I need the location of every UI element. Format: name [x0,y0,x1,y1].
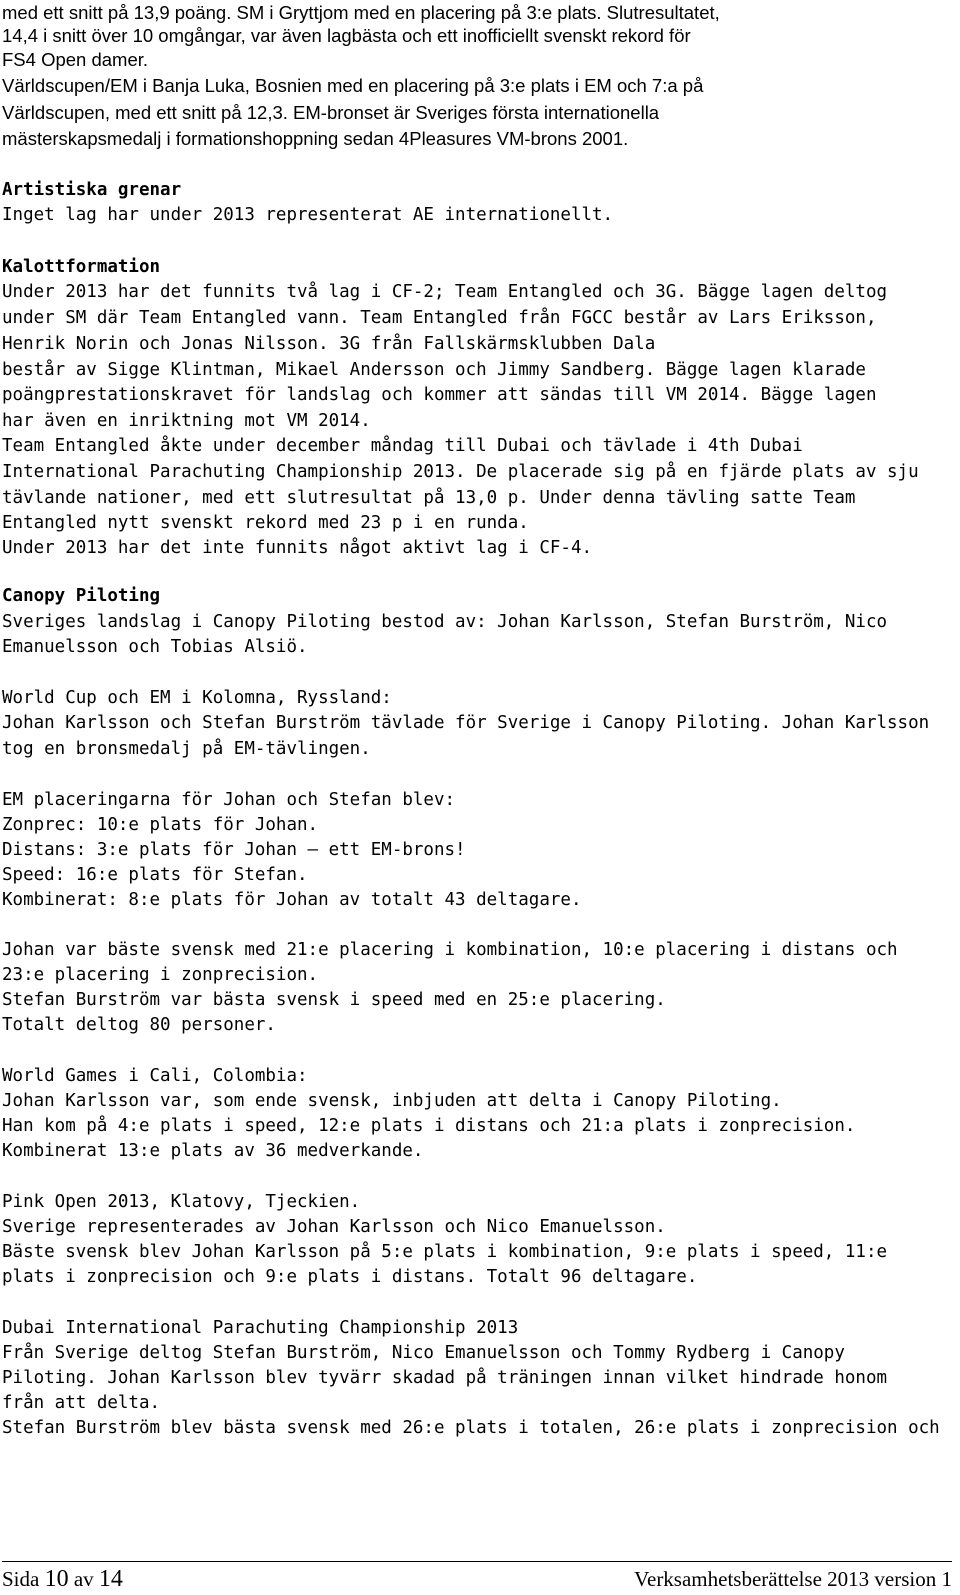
body-text-line: Emanuelsson och Tobias Alsiö. [2,637,308,657]
body-text-line: EM placeringarna för Johan och Stefan blev: [2,790,456,810]
body-text-line: 23:e placering i zonprecision. [2,965,319,985]
body-text-line: Zonprec: 10:e plats för Johan. [2,815,319,835]
body-text-line: Speed: 16:e plats för Stefan. [2,865,308,885]
body-text-line: World Games i Cali, Colombia: [2,1066,308,1086]
body-text-line: Johan Karlsson och Stefan Burström tävlade för Sverige i Canopy Piloting. Johan Karlsson [2,713,930,733]
body-text-line: Johan Karlsson var, som ende svensk, inbjuden att delta i Canopy Piloting. [2,1091,782,1111]
body-text-line: International Parachuting Championship 2013. De placerade sig på en fjärde plats av sju [2,462,919,482]
body-text-line: tävlande nationer, med ett slutresultat på 13,0 p. Under denna tävling satte Team [2,488,856,508]
body-text-line: Distans: 3:e plats för Johan – ett EM-brons! [2,840,466,860]
body-text-line: Henrik Norin och Jonas Nilsson. 3G från Fallskärmsklubben Dala [2,334,656,354]
body-text-line: med ett snitt på 13,9 poäng. SM i Gryttjom med en placering på 3:e plats. Slutresultatet, [2,2,720,23]
page-prefix: Sida [2,1567,45,1591]
body-text-line: från att delta. [2,1393,161,1413]
body-text-line: Från Sverige deltog Stefan Burström, Nico Emanuelsson och Tommy Rydberg i Canopy [2,1343,845,1363]
body-text-line: plats i zonprecision och 9:e plats i distans. Totalt 96 deltagare. [2,1267,698,1287]
body-text-line: Dubai International Parachuting Championship 2013 [2,1318,519,1338]
body-text-line: Sverige representerades av Johan Karlsson och Nico Emanuelsson. [2,1217,666,1237]
body-text-line: Kombinerat: 8:e plats för Johan av totalt 43 deltagare. [2,890,582,910]
body-text-line: poängprestationskravet för landslag och kommer att sändas till VM 2014. Bägge lagen [2,385,877,405]
page-current: 10 [44,1566,69,1592]
document-title: Verksamhetsberättelse 2013 version 1 [634,1567,952,1591]
footer-divider [2,1561,952,1562]
body-text-line: mästerskapsmedalj i formationshoppning sedan 4Pleasures VM-brons 2001. [2,128,629,149]
section-heading-artistiska: Artistiska grenar [2,180,182,200]
body-text-line: Entangled nytt svenskt rekord med 23 p i en runda. [2,513,529,533]
body-text-line: World Cup och EM i Kolomna, Ryssland: [2,688,392,708]
body-text-line: Sveriges landslag i Canopy Piloting bestod av: Johan Karlsson, Stefan Burström, Nico [2,612,888,632]
body-text-line: Världscupen, med ett snitt på 12,3. EM-bronset är Sveriges första internationella [2,102,660,123]
body-text-line: Han kom på 4:e plats i speed, 12:e plats i distans och 21:a plats i zonprecision. [2,1116,856,1136]
body-text-line: tog en bronsmedalj på EM-tävlingen. [2,739,371,759]
page-number [2,1566,123,1592]
body-text-line: Under 2013 har det funnits två lag i CF-2; Team Entangled och 3G. Bägge lagen deltog [2,282,888,302]
body-text-line: Stefan Burström var bästa svensk i speed med en 25:e placering. [2,990,666,1010]
body-text-line: Piloting. Johan Karlsson blev tyvärr skadad på träningen innan vilket hindrade honom [2,1368,888,1388]
body-text-line: Kombinerat 13:e plats av 36 medverkande. [2,1141,424,1161]
body-text-line: består av Sigge Klintman, Mikael Andersson och Jimmy Sandberg. Bägge lagen klarade [2,360,866,380]
page-total: 14 [98,1566,123,1592]
body-text-line: Inget lag har under 2013 representerat AE internationellt. [2,205,614,225]
body-text-line: FS4 Open damer. [2,49,149,70]
body-text-line: Totalt deltog 80 personer. [2,1015,276,1035]
body-text-line: Johan var bäste svensk med 21:e placering i kombination, 10:e placering i distans och [2,940,898,960]
body-text-line: Pink Open 2013, Klatovy, Tjeckien. [2,1192,361,1212]
body-text-line: Under 2013 har det inte funnits något aktivt lag i CF-4. [2,538,593,558]
page-of: av [68,1567,99,1591]
body-text-line: Team Entangled åkte under december måndag till Dubai och tävlade i 4th Dubai [2,436,803,456]
body-text-line: Världscupen/EM i Banja Luka, Bosnien med en placering på 3:e plats i EM och 7:a på [2,75,704,96]
section-heading-kalott: Kalottformation [2,257,161,277]
body-text-line: Bäste svensk blev Johan Karlsson på 5:e plats i kombination, 9:e plats i speed, 11:e [2,1242,888,1262]
body-text-line: 14,4 i snitt över 10 omgångar, var även lagbästa och ett inofficiellt svenskt rekord för [2,25,691,46]
body-text-line: under SM där Team Entangled vann. Team Entangled från FGCC består av Lars Eriksson, [2,308,877,328]
section-heading-canopy: Canopy Piloting [2,586,161,606]
body-text-line: har även en inriktning mot VM 2014. [2,411,371,431]
body-text-line: Stefan Burström blev bästa svensk med 26:e plats i totalen, 26:e plats i zonprecision och [2,1418,940,1438]
